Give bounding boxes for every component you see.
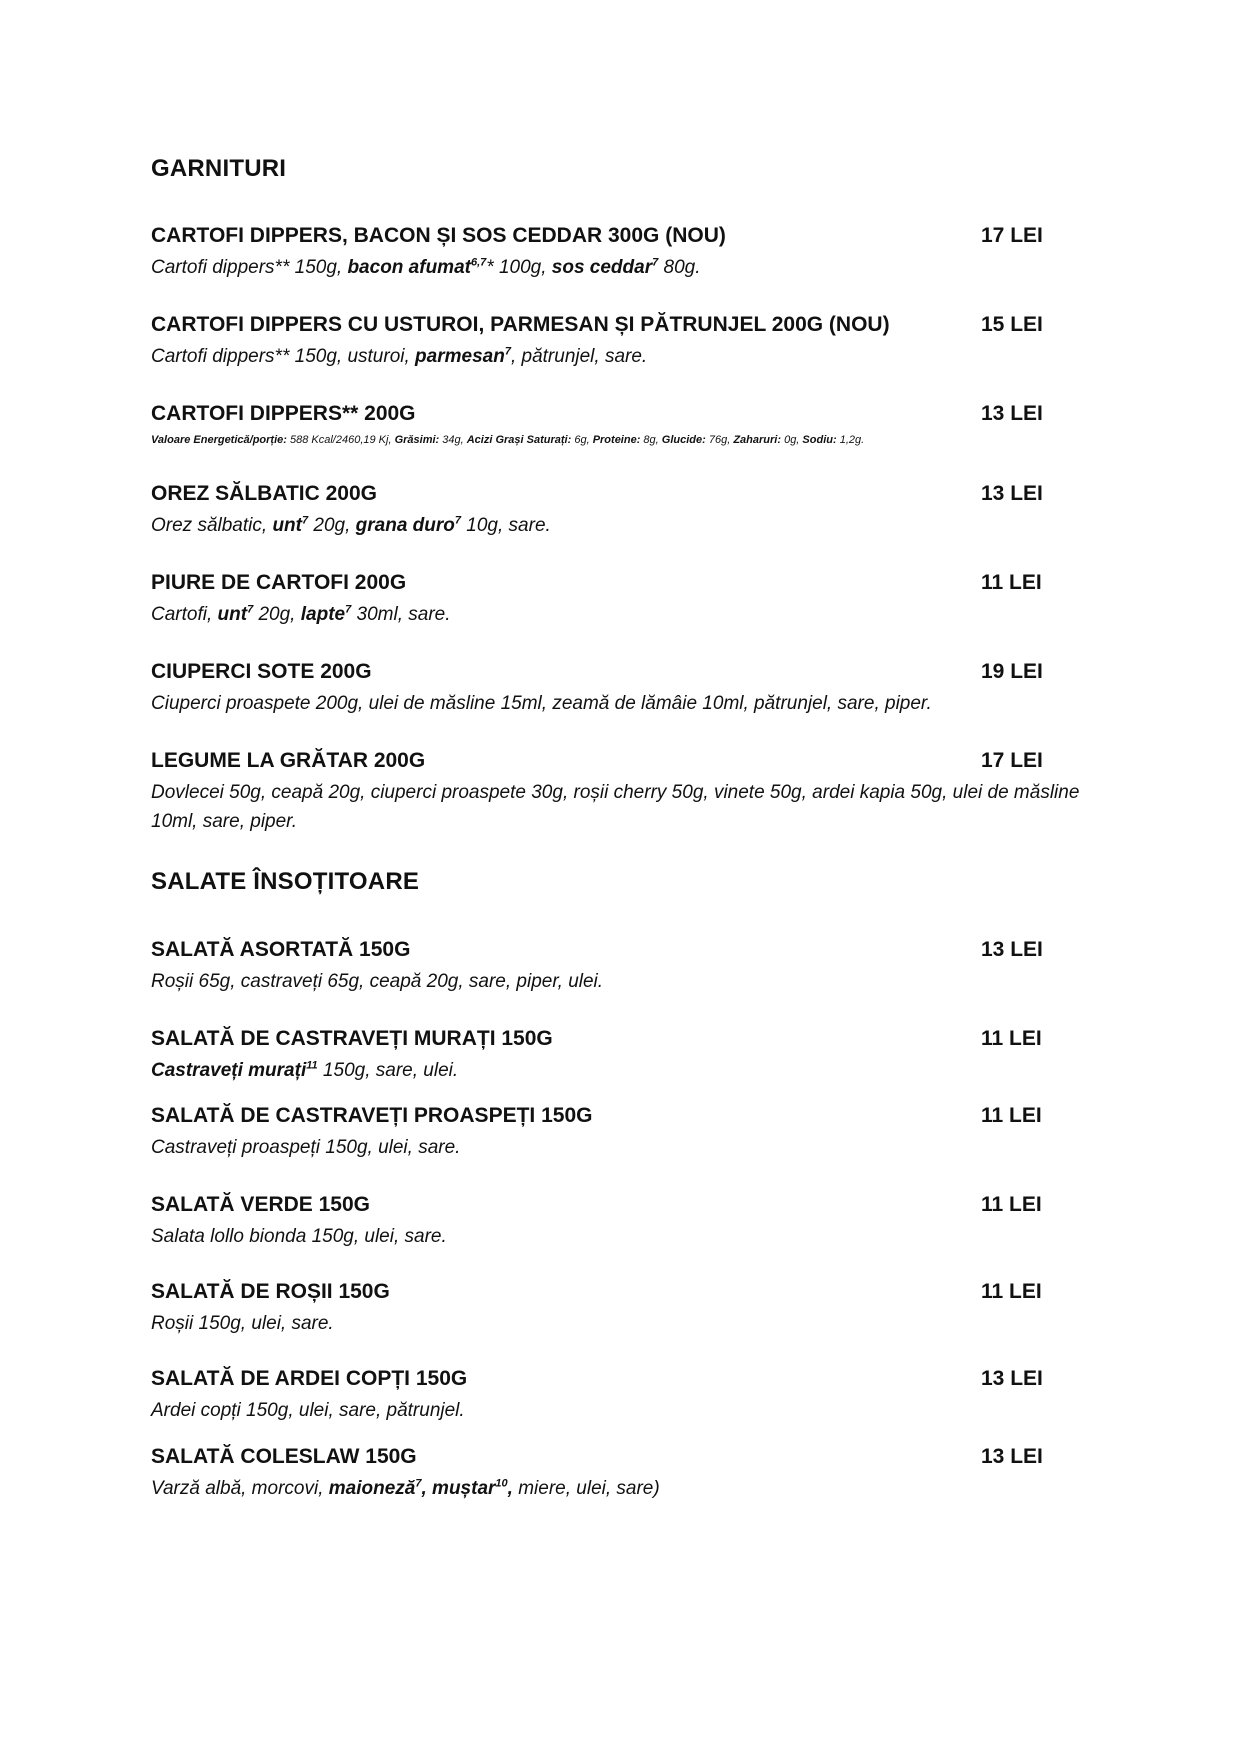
item-description [151,967,1111,996]
description-text: 0g, [781,434,803,446]
description-text: 8g, [640,434,662,446]
menu-item [151,1027,1111,1085]
menu-item [151,1104,1111,1162]
item-price: 13 LEI [981,938,1043,961]
item-description [151,1474,1111,1503]
item-name: SALATĂ DE ARDEI COPȚI 150G [151,1367,468,1390]
allergen-note: 7 [345,603,352,616]
description-text: 6g, [571,434,593,446]
description-text: Sodiu: [802,434,837,446]
item-price: 19 LEI [981,660,1043,683]
description-text: , [507,1478,513,1499]
description-text: grana duro [355,515,455,536]
description-text: 34g, [439,434,467,446]
menu-item [151,1280,1111,1338]
description-text: lapte [300,604,346,625]
item-price: 13 LEI [981,402,1043,425]
allergen-note: 7 [454,514,462,527]
item-name: CIUPERCI SOTE 200G [151,660,372,683]
description-text: , pătrunjel, sare. [510,346,648,367]
item-name: SALATĂ ASORTATĂ 150G [151,938,411,961]
description-text: Ardei copți 150g, ulei, sare, pătrunjel. [151,1400,465,1421]
item-description [151,1309,1111,1338]
description-text: 150g, sare, ulei. [317,1060,459,1081]
menu-item [151,313,1111,371]
menu-item [151,571,1111,629]
item-price: 15 LEI [981,313,1043,336]
description-text: Castraveți proaspeți 150g, ulei, sare. [151,1137,461,1158]
description-text: Roșii 65g, castraveți 65g, ceapă 20g, sare, piper, ulei. [151,971,604,992]
item-description [151,1396,1111,1425]
item-price: 11 LEI [981,1104,1042,1127]
description-text: Salata lollo bionda 150g, ulei, sare. [151,1226,447,1247]
allergen-note: 7 [415,1477,422,1490]
description-text: parmesan [415,346,505,367]
item-price: 11 LEI [981,1027,1042,1050]
menu-item [151,1367,1111,1425]
menu-item [151,482,1111,540]
section-title-salate: SALATE ÎNSOȚITOARE [151,868,420,895]
description-text: unt [217,604,248,625]
item-price: 13 LEI [981,1445,1043,1468]
menu-item [151,1193,1111,1251]
item-nutrition [151,432,1111,448]
description-text: Valoare Energetică/porție: [151,434,287,446]
description-text: Proteine: [592,434,641,446]
description-text: 76g, [705,434,734,446]
description-text: 588 Kcal/2460,19 Kj, [286,434,395,446]
allergen-note: 11 [306,1059,318,1072]
item-name: SALATĂ DE ROȘII 150G [151,1280,390,1303]
allergen-note: 10 [495,1477,508,1490]
description-text: Ciuperci proaspete 200g, ulei de măsline 15ml, zeamă de lămâie 10ml, pătrunjel, sare, piper. [151,693,932,714]
allergen-note: 7 [504,345,511,358]
description-text: maioneză [328,1478,416,1499]
description-text: 20g, [308,515,356,536]
item-price: 17 LEI [981,224,1043,247]
description-text: Dovlecei 50g, ceapă 20g, ciuperci proaspete 30g, roșii cherry 50g, vinete 50g, ardei kapia 50g, ulei de măsline 10ml, sare, piper. [151,782,1080,832]
description-text: muștar [432,1478,496,1499]
item-name: SALATĂ COLESLAW 150G [151,1445,417,1468]
menu-item [151,1445,1111,1503]
item-name: SALATĂ VERDE 150G [151,1193,370,1216]
description-text: , [421,1478,433,1499]
item-name: SALATĂ DE CASTRAVEȚI MURAȚI 150G [151,1027,553,1050]
item-description [151,253,1111,282]
item-description [151,1133,1111,1162]
description-text: unt [272,515,302,536]
item-name: SALATĂ DE CASTRAVEȚI PROASPEȚI 150G [151,1104,593,1127]
description-text: Cartofi dippers** 150g, [151,257,348,278]
description-text: 30ml, sare. [351,604,451,625]
description-text: Acizi Grași Saturați: [466,434,572,446]
description-text: Orez sălbatic, [151,515,273,536]
item-price: 11 LEI [981,571,1042,594]
item-description [151,778,1111,836]
description-text: Roșii 150g, ulei, sare. [151,1313,334,1334]
description-text: 20g, [253,604,301,625]
description-text: Grăsimi: [394,434,440,446]
description-text: miere, ulei, sare) [512,1478,660,1499]
description-text: sos ceddar [551,257,653,278]
item-description [151,689,1111,718]
allergen-note: 7 [652,256,659,269]
item-name: CARTOFI DIPPERS, BACON ȘI SOS CEDDAR 300G (NOU) [151,224,726,247]
description-text: Cartofi dippers** 150g, usturoi, [151,346,416,367]
allergen-note: 7 [301,514,309,527]
description-text: 1,2g. [836,434,865,446]
menu-item [151,224,1111,282]
item-name: LEGUME LA GRĂTAR 200G [151,749,426,772]
description-text: Glucide: [661,434,706,446]
item-description [151,1222,1111,1251]
description-text: 10g, sare. [461,515,551,536]
description-text: Zaharuri: [733,434,782,446]
item-price: 11 LEI [981,1193,1042,1216]
item-description [151,511,1111,540]
description-text: Cartofi, [151,604,218,625]
description-text: Castraveți murați [151,1060,307,1081]
item-price: 13 LEI [981,1367,1043,1390]
item-price: 11 LEI [981,1280,1042,1303]
description-text: * 100g, [486,257,552,278]
item-name: PIURE DE CARTOFI 200G [151,571,407,594]
item-price: 17 LEI [981,749,1043,772]
menu-item [151,938,1111,996]
description-text: bacon afumat [347,257,471,278]
item-description [151,600,1111,629]
section-title-garnituri: GARNITURI [151,155,287,182]
description-text: 80g. [658,257,701,278]
item-description [151,1056,1111,1085]
menu-item [151,402,1111,448]
menu-item [151,749,1111,836]
item-description [151,342,1111,371]
item-price: 13 LEI [981,482,1043,505]
allergen-note: 6,7 [470,256,487,269]
menu-item [151,660,1111,718]
description-text: Varză albă, morcovi, [151,1478,329,1499]
item-name: CARTOFI DIPPERS CU USTUROI, PARMESAN ȘI PĂTRUNJEL 200G (NOU) [151,313,890,336]
allergen-note: 7 [247,603,254,616]
item-name: CARTOFI DIPPERS** 200G [151,402,416,425]
item-name: OREZ SĂLBATIC 200G [151,482,377,505]
